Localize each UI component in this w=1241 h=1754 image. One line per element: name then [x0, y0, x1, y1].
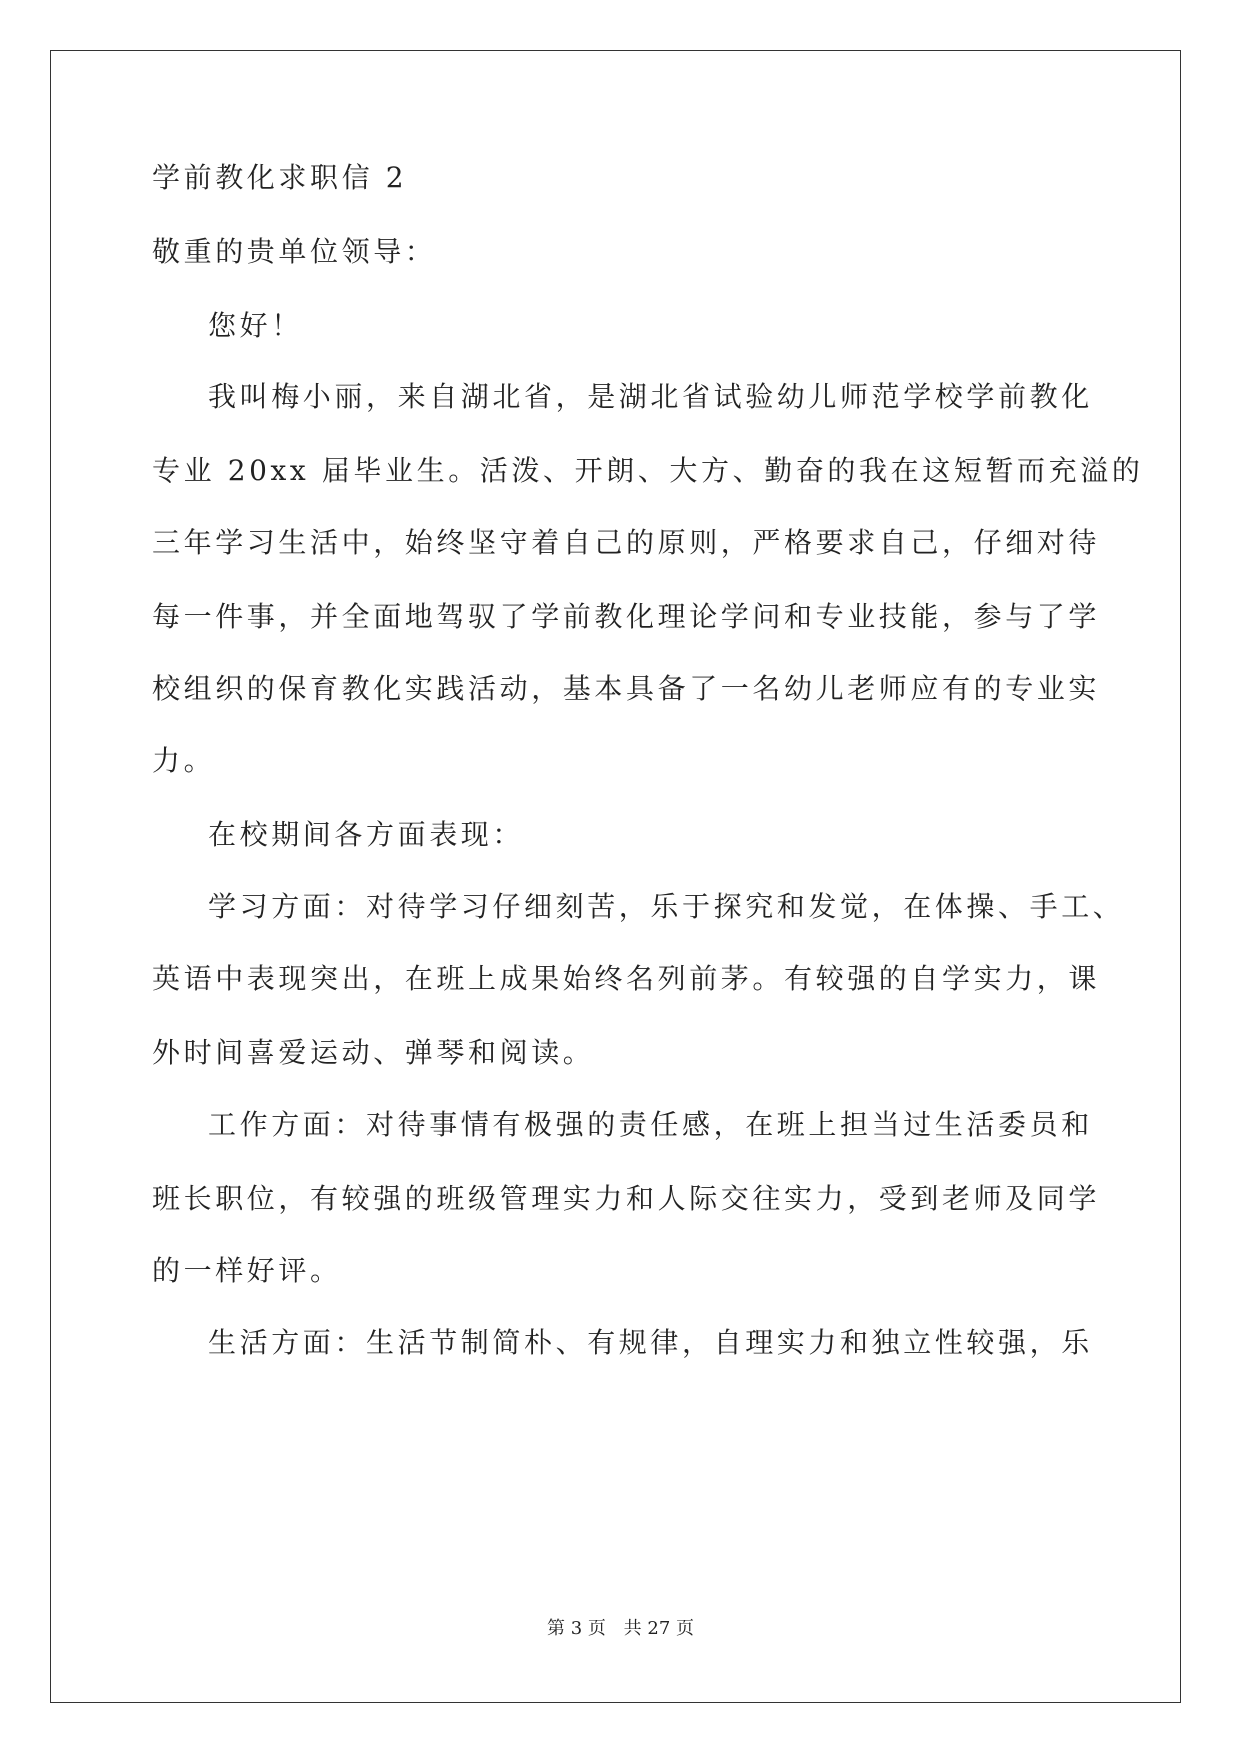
document-title-block: [152, 156, 1087, 196]
body-line: [152, 1249, 1087, 1289]
body-text-line: 校组织的保育教化实践活动，基本具备了一名幼儿老师应有的专业实: [152, 672, 1101, 705]
body-text-line: 英语中表现突出，在班上成果始终名列前茅。有较强的自学实力，课: [152, 962, 1101, 995]
body-line: [152, 1103, 1093, 1143]
body-line: [152, 375, 1093, 415]
body-line: [152, 595, 1101, 635]
greeting: 您好！: [208, 309, 303, 342]
salutation-block: [152, 230, 1087, 270]
page-footer: [0, 1614, 1241, 1640]
body-line: [152, 1031, 1087, 1071]
body-text-line: 外时间喜爱运动、弹琴和阅读。: [152, 1036, 595, 1069]
section-heading: 在校期间各方面表现：: [208, 818, 525, 851]
body-text-line: 专业 20xx 届毕业生。活泼、开朗、大方、勤奋的我在这短暂而充溢的: [152, 454, 1144, 487]
body-text-line: 力。: [152, 744, 216, 777]
page-border: [50, 50, 1181, 1703]
salutation: 敬重的贵单位领导：: [152, 235, 437, 268]
body-text-line: 我叫梅小丽，来自湖北省，是湖北省试验幼儿师范学校学前教化: [208, 380, 1093, 413]
page-number: 第 3 页: [547, 1618, 606, 1639]
body-line: [152, 957, 1101, 997]
body-text-line: 的一样好评。: [152, 1254, 342, 1287]
body-line: [152, 521, 1101, 561]
body-line: [152, 1321, 1093, 1361]
body-line: [152, 667, 1101, 707]
greeting-block: [152, 304, 1087, 344]
body-line: [152, 885, 1125, 925]
body-text-line: 每一件事，并全面地驾驭了学前教化理论学问和专业技能，参与了学: [152, 600, 1101, 633]
body-text-line: 工作方面：对待事情有极强的责任感，在班上担当过生活委员和: [208, 1108, 1093, 1141]
body-line: [152, 813, 1087, 853]
body-line: [152, 1177, 1101, 1217]
document-title: 学前教化求职信 2: [152, 161, 408, 194]
body-text-line: 学习方面：对待学习仔细刻苦，乐于探究和发觉，在体操、手工、: [208, 890, 1125, 923]
body-text-line: 三年学习生活中，始终坚守着自己的原则，严格要求自己，仔细对待: [152, 526, 1101, 559]
body-text-line: 生活方面：生活节制简朴、有规律，自理实力和独立性较强，乐: [208, 1326, 1093, 1359]
body-line: [152, 739, 1087, 779]
body-line: [152, 449, 1144, 489]
body-text-line: 班长职位，有较强的班级管理实力和人际交往实力，受到老师及同学: [152, 1182, 1101, 1215]
page-total: 共 27 页: [623, 1618, 694, 1639]
